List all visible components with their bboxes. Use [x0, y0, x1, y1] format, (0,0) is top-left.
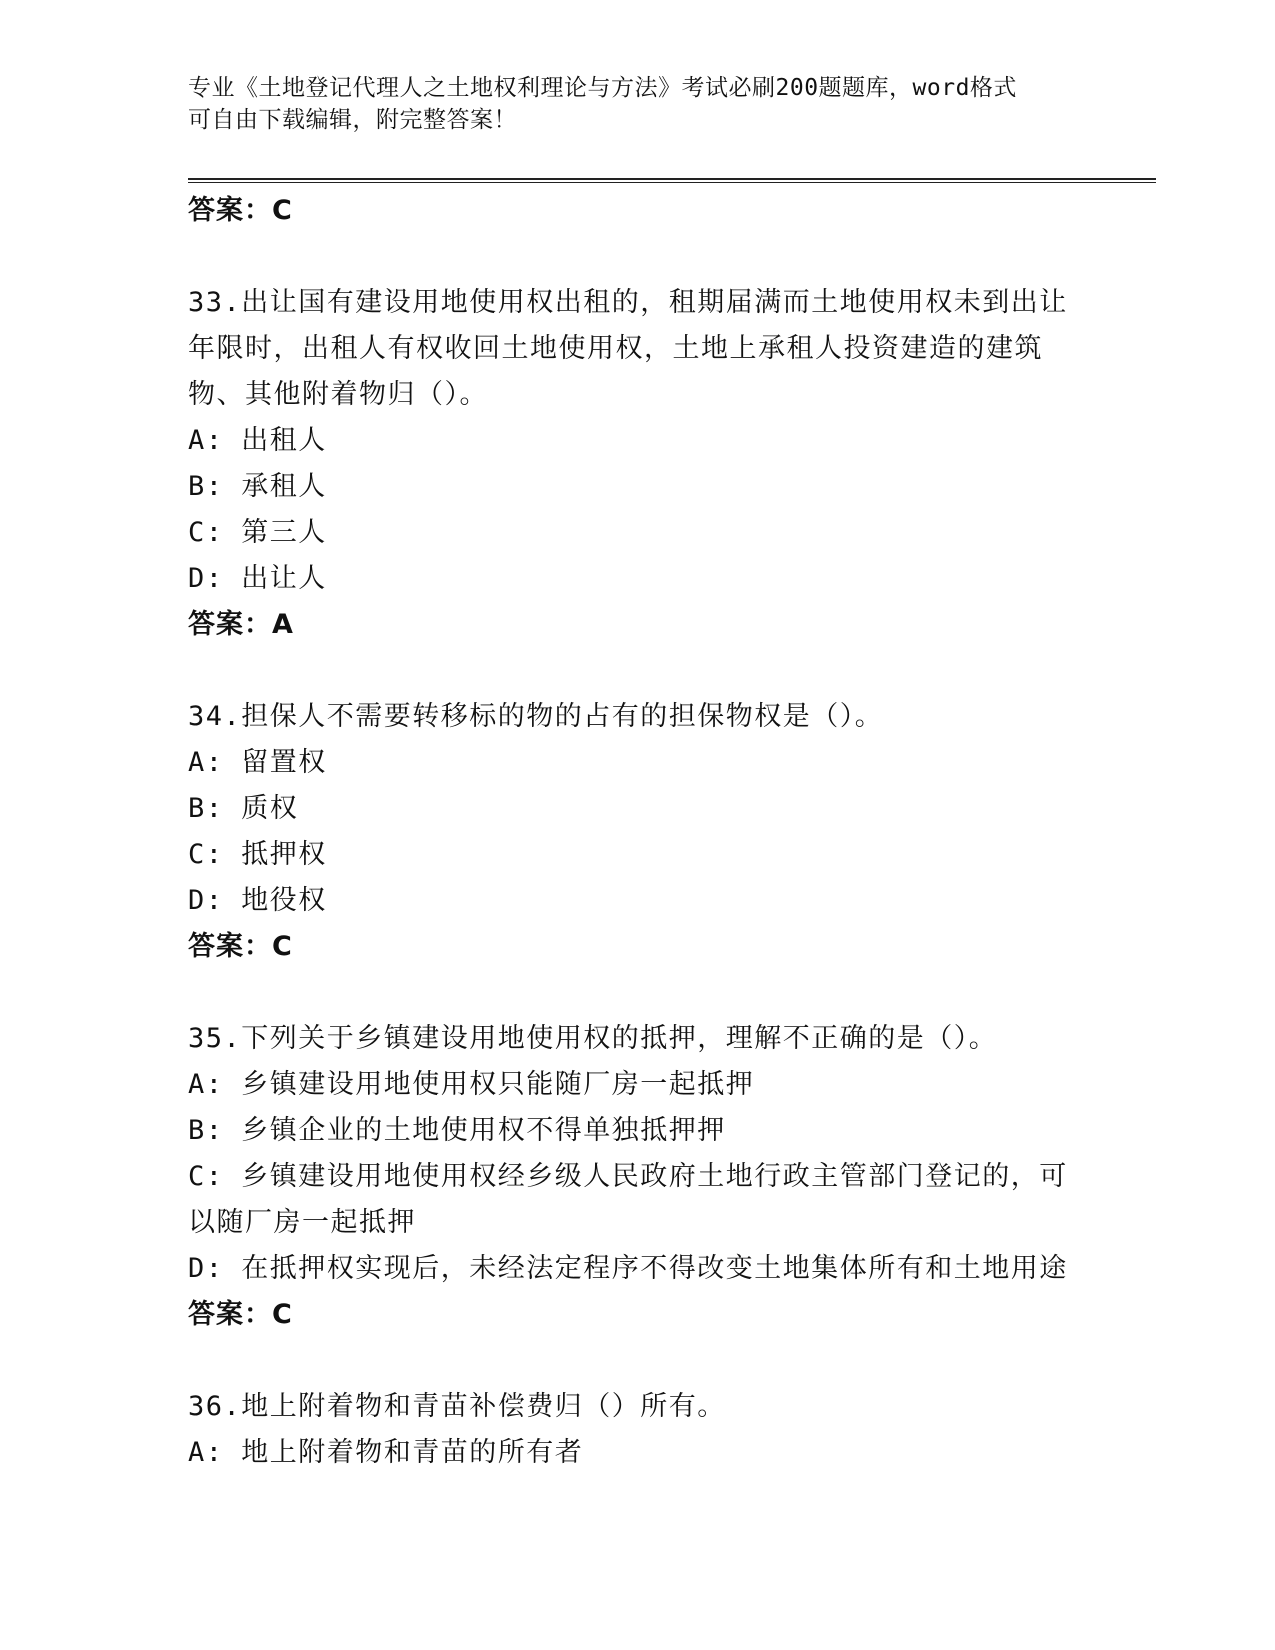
- question-34-option-d: D: 地役权: [188, 885, 327, 916]
- question-34-option-c: C: 抵押权: [188, 839, 327, 870]
- question-33-option-c: C: 第三人: [188, 517, 327, 548]
- question-33-text: 物、其他附着物归（）。: [188, 379, 488, 410]
- answer-q34: 答案：C: [188, 931, 293, 962]
- question-33-option-a: A: 出租人: [188, 425, 327, 456]
- page-header: [188, 72, 1088, 136]
- spacer: [188, 234, 1088, 280]
- question-34-text: 34.担保人不需要转移标的物的占有的担保物权是（）。: [188, 701, 884, 732]
- question-34-option-a: A: 留置权: [188, 747, 327, 778]
- question-35-option-b: B: 乡镇企业的土地使用权不得单独抵押押: [188, 1115, 726, 1146]
- answer-q33: 答案：A: [188, 609, 294, 640]
- question-35-option-d: D: 在抵押权实现后，未经法定程序不得改变土地集体所有和土地用途: [188, 1253, 1068, 1284]
- spacer: [188, 970, 1088, 1016]
- spacer: [188, 648, 1088, 694]
- question-35-option-a: A: 乡镇建设用地使用权只能随厂房一起抵押: [188, 1069, 755, 1100]
- header-divider: [188, 178, 1156, 183]
- question-36-text: 36.地上附着物和青苗补偿费归（）所有。: [188, 1391, 726, 1422]
- spacer: [188, 1338, 1088, 1384]
- answer-q32: 答案：C: [188, 195, 293, 226]
- question-34-option-b: B: 质权: [188, 793, 299, 824]
- header-title-line2: 可自由下载编辑，附完整答案！: [188, 107, 517, 133]
- question-35-text: 35.下列关于乡镇建设用地使用权的抵押，理解不正确的是（）。: [188, 1023, 998, 1054]
- question-33-option-d: D: 出让人: [188, 563, 327, 594]
- header-title-line1: 专业《土地登记代理人之土地权利理论与方法》考试必刷200题题库，word格式: [188, 75, 1017, 101]
- question-36-option-a: A: 地上附着物和青苗的所有者: [188, 1437, 584, 1468]
- question-35-option-c-continued: 以随厂房一起抵押: [188, 1207, 416, 1238]
- question-33-text: 年限时，出租人有权收回土地使用权，土地上承租人投资建造的建筑: [188, 333, 1043, 364]
- question-35-option-c: C: 乡镇建设用地使用权经乡级人民政府土地行政主管部门登记的，可: [188, 1161, 1068, 1192]
- answer-q35: 答案：C: [188, 1299, 293, 1330]
- question-33-option-b: B: 承租人: [188, 471, 327, 502]
- question-33-text: 33.出让国有建设用地使用权出租的，租期届满而土地使用权未到出让: [188, 287, 1068, 318]
- question-body: [188, 188, 1088, 1476]
